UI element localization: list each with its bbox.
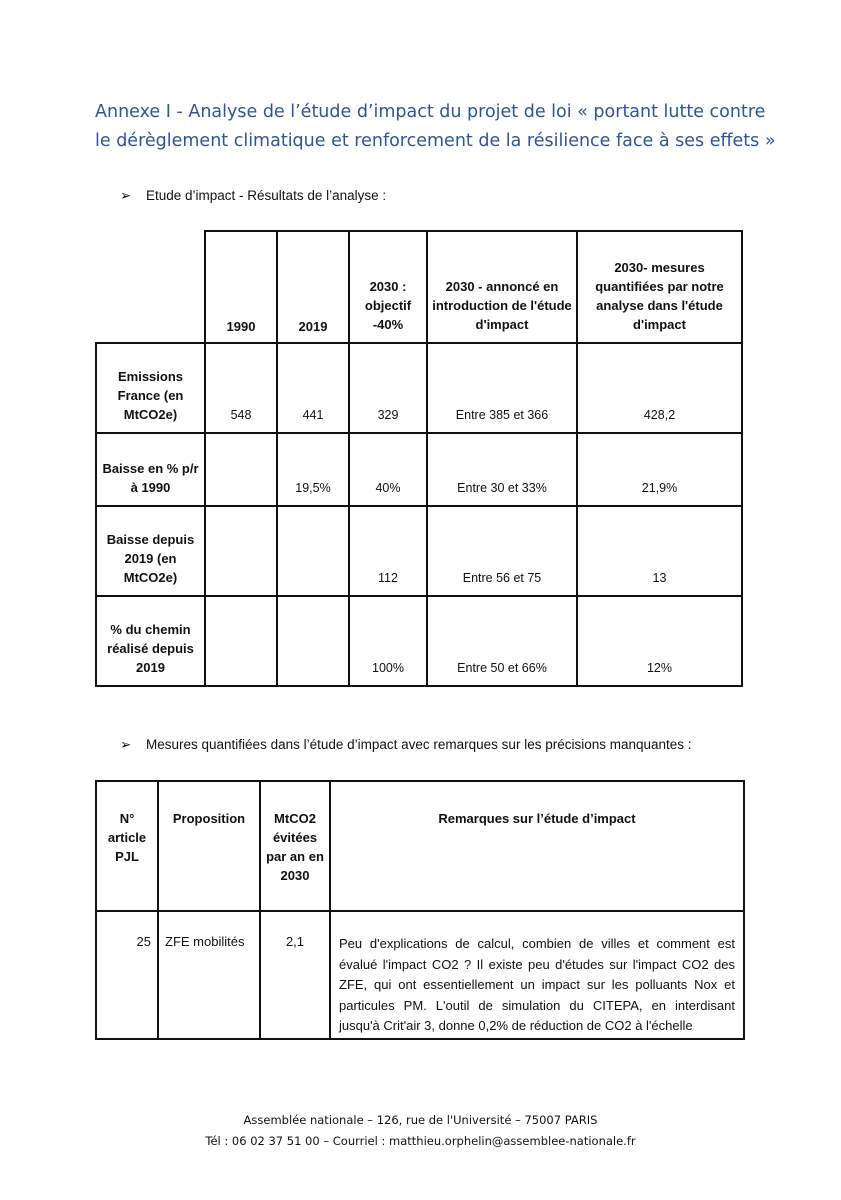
cell-proposition: ZFE mobilités (158, 911, 260, 1039)
results-table-full (95, 230, 743, 687)
bullet-arrow-icon: ➢ (120, 737, 132, 752)
section-heading-text: Etude d’impact - Résultats de l’analyse : (146, 188, 387, 203)
header-2030-mesures: 2030- mesures quantifiées par notre analyse dans l'étude d'impact (577, 231, 742, 343)
table-row (96, 506, 742, 596)
cell-chemin-2030-objectif: 100% (349, 596, 427, 686)
table-header-row (96, 781, 744, 911)
cell-baisse-2019-2030-objectif: 112 (349, 506, 427, 596)
cell-chemin-2030-mesures: 12% (577, 596, 742, 686)
cell-mtco2: 2,1 (260, 911, 330, 1039)
cell-baisse-pct-2030-annonce: Entre 30 et 33% (427, 433, 577, 506)
cell-baisse-pct-2030-objectif: 40% (349, 433, 427, 506)
cell-emissions-2030-mesures: 428,2 (577, 343, 742, 433)
header-1990: 1990 (205, 231, 277, 343)
row-label-emissions: Emissions France (en MtCO2e) (96, 343, 205, 433)
header-article: N° article PJL (96, 781, 158, 911)
footer-address: Assemblée nationale – 126, rue de l'Université – 75007 PARIS (243, 1113, 598, 1127)
cell-baisse-2019-1990 (205, 506, 277, 596)
header-mtco2: MtCO2 évitées par an en 2030 (260, 781, 330, 911)
row-label-chemin: % du chemin réalisé depuis 2019 (96, 596, 205, 686)
header-2030-objectif: 2030 : objectif -40% (349, 231, 427, 343)
cell-baisse-2019-2030-mesures: 13 (577, 506, 742, 596)
section-heading-measures (120, 737, 692, 753)
bullet-arrow-icon: ➢ (120, 188, 132, 203)
cell-emissions-2030-objectif: 329 (349, 343, 427, 433)
cell-baisse-pct-2030-mesures: 21,9% (577, 433, 742, 506)
footer-contact: Tél : 06 02 37 51 00 – Courriel : matthieu.orphelin@assemblee-nationale.fr (205, 1134, 636, 1148)
table-row (96, 596, 742, 686)
cell-emissions-2030-annonce: Entre 385 et 366 (427, 343, 577, 433)
cell-emissions-1990: 548 (205, 343, 277, 433)
cell-chemin-1990 (205, 596, 277, 686)
table-header-row (96, 231, 742, 343)
cell-baisse-pct-1990 (205, 433, 277, 506)
cell-chemin-2019 (277, 596, 349, 686)
header-2030-annonce: 2030 - annoncé en introduction de l'étude d'impact (427, 231, 577, 343)
measures-table (95, 780, 745, 1040)
section-heading-results (120, 188, 386, 204)
header-2019: 2019 (277, 231, 349, 343)
cell-emissions-2019: 441 (277, 343, 349, 433)
cell-chemin-2030-annonce: Entre 50 et 66% (427, 596, 577, 686)
cell-baisse-2019-2019 (277, 506, 349, 596)
cell-remarque: Peu d'explications de calcul, combien de villes et comment est évalué l'impact CO2 ? Il existe peu d'études sur l'impact CO2 des ZFE, qui ont essentiellement un impact sur les polluants Nox et particules PM. L'outil de simulation du CITEPA, en interdisant jusqu'à Crit'air 3, donne 0,2% de réduction de CO2 à l'échelle (330, 911, 744, 1039)
cell-baisse-pct-2019: 19,5% (277, 433, 349, 506)
row-label-baisse-2019: Baisse depuis 2019 (en MtCO2e) (96, 506, 205, 596)
row-label-baisse-pct: Baisse en % p/r à 1990 (96, 433, 205, 506)
table-row (96, 433, 742, 506)
table-row (96, 343, 742, 433)
page-title: Annexe I - Analyse de l’étude d’impact du projet de loi « portant lutte contre le dérèglement climatique et renforcement de la résilience face à ses effets » (95, 102, 776, 151)
cell-baisse-2019-2030-annonce: Entre 56 et 75 (427, 506, 577, 596)
header-remarques: Remarques sur l’étude d’impact (330, 781, 744, 911)
empty-corner-cell (96, 231, 205, 343)
cell-article: 25 (96, 911, 158, 1039)
section-heading-text: Mesures quantifiées dans l’étude d’impact avec remarques sur les précisions manquantes : (146, 737, 692, 752)
header-proposition: Proposition (158, 781, 260, 911)
table-row (96, 911, 744, 1039)
